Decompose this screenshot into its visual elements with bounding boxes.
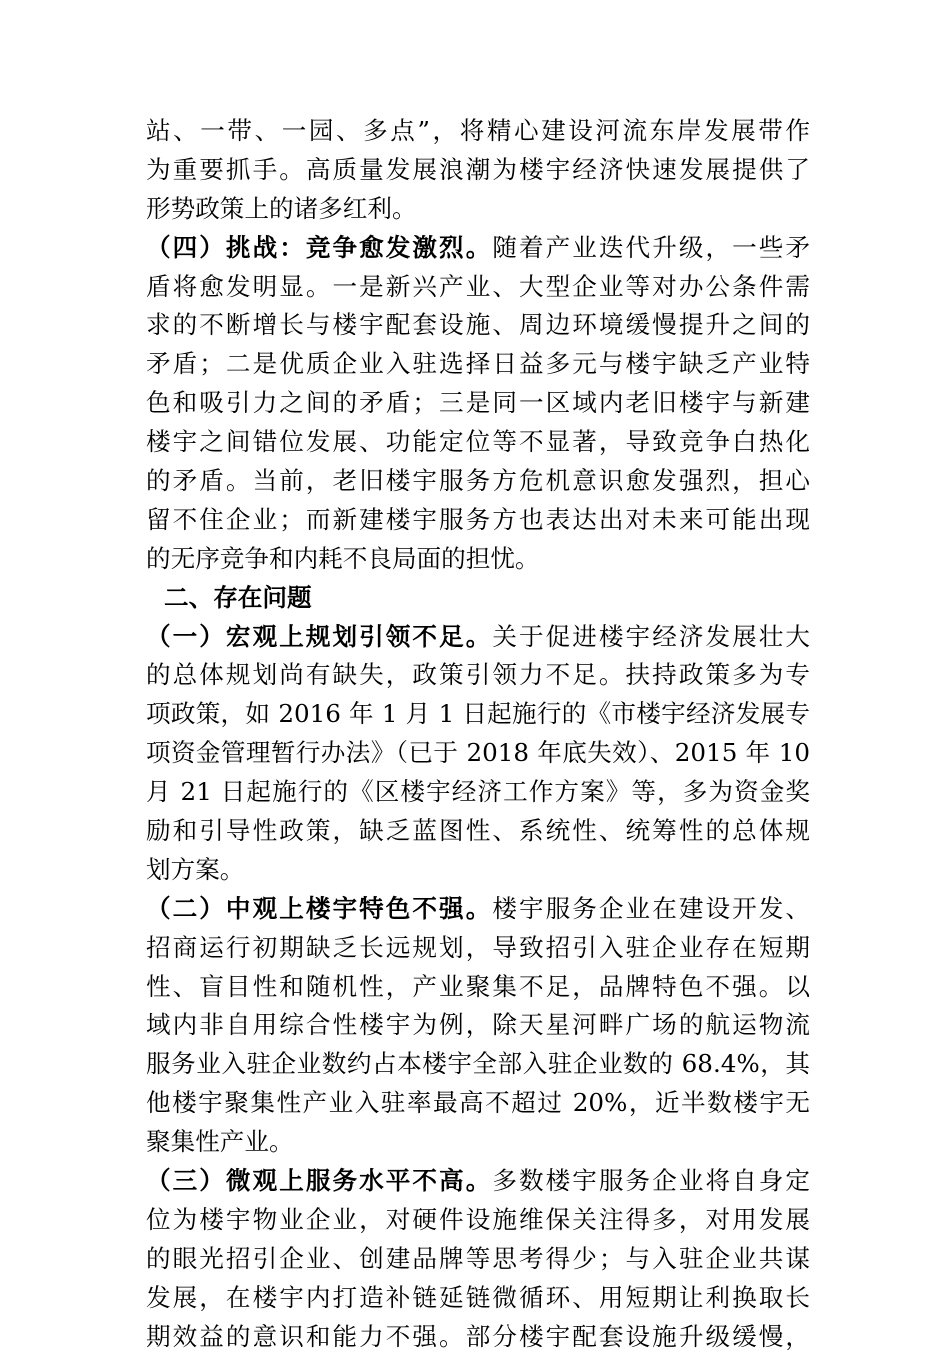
subheading-micro: （三）微观上服务水平不高。	[146, 1166, 493, 1196]
text-line-17: 项资金管理暂行办法》（已于 2018 年底失效）、2015 年 10	[146, 738, 810, 768]
text-line-25: 服务业入驻企业数约占本楼宇全部入驻企业数的 68.4%，其	[146, 1049, 810, 1079]
subheading-challenge: （四）挑战：竞争愈发激烈。	[146, 232, 493, 262]
text-line-20: 划方案。	[146, 854, 245, 884]
text-line-15: 的总体规划尚有缺失，政策引领力不足。扶持政策多为专	[146, 660, 810, 690]
text-line-32: 期效益的意识和能力不强。部分楼宇配套设施升级缓慢，	[146, 1321, 810, 1351]
text-line-30: 的眼光招引企业、创建品牌等思考得少；与入驻企业共谋	[146, 1243, 810, 1273]
text-line-3: 形势政策上的诸多红利。	[146, 193, 417, 223]
text-line-9: 楼宇之间错位发展、功能定位等不显著，导致竞争白热化	[146, 427, 810, 457]
text-line-16: 项政策，如 2016 年 1 月 1 日起施行的《市楼宇经济发展专	[146, 699, 810, 729]
text-line-23: 性、盲目性和随机性，产业聚集不足，品牌特色不强。以	[146, 971, 810, 1001]
section-heading-problems: 二、存在问题	[164, 582, 312, 612]
text-line-31: 发展，在楼宇内打造补链延链微循环、用短期让利换取长	[146, 1282, 810, 1312]
text-line-22: 招商运行初期缺乏长远规划，导致招引入驻企业存在短期	[146, 932, 810, 962]
text-line-19: 励和引导性政策，缺乏蓝图性、系统性、统筹性的总体规	[146, 816, 810, 846]
text-line-18: 月 21 日起施行的《区楼宇经济工作方案》等，多为资金奖	[146, 777, 810, 807]
subheading-macro: （一）宏观上规划引领不足。	[146, 621, 493, 651]
text-line-8: 色和吸引力之间的矛盾；三是同一区域内老旧楼宇与新建	[146, 388, 810, 418]
text-line-11: 留不住企业；而新建楼宇服务方也表达出对未来可能出现	[146, 504, 810, 534]
text-line-6: 求的不断增长与楼宇配套设施、周边环境缓慢提升之间的	[146, 310, 810, 340]
document-page	[146, 112, 810, 1357]
paragraph-macro-lead: （一）宏观上规划引领不足。关于促进楼宇经济发展壮大	[146, 621, 810, 651]
text-line-10: 的矛盾。当前，老旧楼宇服务方危机意识愈发强烈，担心	[146, 466, 810, 496]
text-line-27: 聚集性产业。	[146, 1127, 294, 1157]
paragraph-micro-lead: （三）微观上服务水平不高。多数楼宇服务企业将自身定	[146, 1166, 810, 1196]
paragraph-challenge-lead: （四）挑战：竞争愈发激烈。随着产业迭代升级，一些矛	[146, 232, 810, 262]
text-line-24: 域内非自用综合性楼宇为例，除天星河畔广场的航运物流	[146, 1010, 810, 1040]
paragraph-meso-lead: （二）中观上楼宇特色不强。楼宇服务企业在建设开发、	[146, 893, 810, 923]
text-line-26: 他楼宇聚集性产业入驻率最高不超过 20%，近半数楼宇无	[146, 1088, 810, 1118]
text-line-5: 盾将愈发明显。一是新兴产业、大型企业等对办公条件需	[146, 271, 810, 301]
text-line-1: 站、一带、一园、多点”，将精心建设河流东岸发展带作	[146, 116, 810, 145]
subheading-meso: （二）中观上楼宇特色不强。	[146, 893, 493, 923]
text-line-7: 矛盾；二是优质企业入驻选择日益多元与楼宇缺乏产业特	[146, 349, 810, 379]
text-line-2: 为重要抓手。高质量发展浪潮为楼宇经济快速发展提供了	[146, 154, 810, 184]
text-line-12: 的无序竞争和内耗不良局面的担忧。	[146, 543, 540, 573]
text-line-29: 位为楼宇物业企业，对硬件设施维保关注得多，对用发展	[146, 1204, 810, 1234]
